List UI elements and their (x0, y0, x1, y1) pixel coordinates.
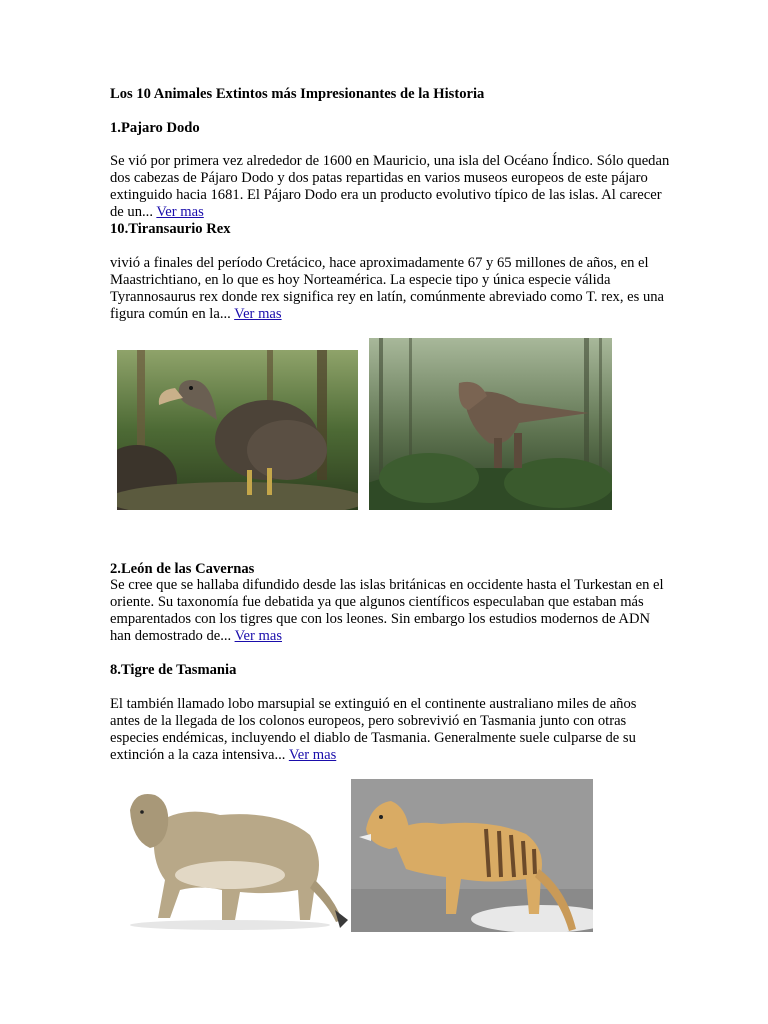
section-heading-trex: 10.Tiransaurio Rex (110, 221, 231, 237)
section-heading-dodo: 1.Pajaro Dodo (110, 120, 200, 136)
tasmanian-tiger-image (351, 779, 593, 932)
section-heading-tasmanian-tiger: 8.Tigre de Tasmania (110, 662, 237, 678)
section-paragraph-tasmanian-tiger (110, 696, 670, 764)
document-title: Los 10 Animales Extintos más Impresionantes de la Historia (110, 86, 485, 102)
ver-mas-link-dodo[interactable]: Ver mas (156, 203, 204, 220)
t-rex-image (369, 338, 612, 510)
cave-lion-image (110, 780, 348, 932)
section-paragraph-trex (110, 255, 670, 323)
paragraph-text: Se vió por primera vez alrededor de 1600 en Mauricio, una isla del Océano Índico. Sólo quedan dos cabezas de Pájaro Dodo y dos patas repartidas en varios museos europeos de este pájaro extinguido hacia 1681. El Pájaro Dodo era un producto evolutivo típico de las islas. Al carecer de un... (110, 153, 670, 220)
section-paragraph-dodo (110, 153, 670, 221)
paragraph-text: El también llamado lobo marsupial se extinguió en el continente australiano miles de años antes de la llegada de los colonos europeos, pero sobrevivió en Tasmania junto con otras especies endémicas, incluyendo el diablo de Tasmania. Generalmente suele culparse de su extinción a la caza intensiva... (110, 696, 637, 763)
section-paragraph-cave-lion (110, 577, 670, 645)
dodo-image (117, 350, 358, 510)
paragraph-text: Se cree que se hallaba difundido desde las islas británicas en occidente hasta el Turkestan en el oriente. Su taxonomía fue debatida ya que algunos científicos especulaban que estaban más emparentados con los tigres que con los leones. Sin embargo los estudios modernos de ADN han demostrado de... (110, 577, 664, 644)
ver-mas-link-trex[interactable]: Ver mas (234, 305, 282, 322)
paragraph-text: vivió a finales del período Cretácico, hace aproximadamente 67 y 65 millones de años, en el Maastrichtiano, en lo que es hoy Norteamérica. La especie tipo y única especie válida Tyrannosaurus rex donde rex significa rey en latín, comúnmente abreviado como T. rex, es una figura común en la... (110, 255, 665, 322)
section-heading-cave-lion: 2.León de las Cavernas (110, 561, 255, 577)
ver-mas-link-cave-lion[interactable]: Ver mas (234, 627, 282, 644)
ver-mas-link-tasmanian-tiger[interactable]: Ver mas (288, 746, 337, 763)
